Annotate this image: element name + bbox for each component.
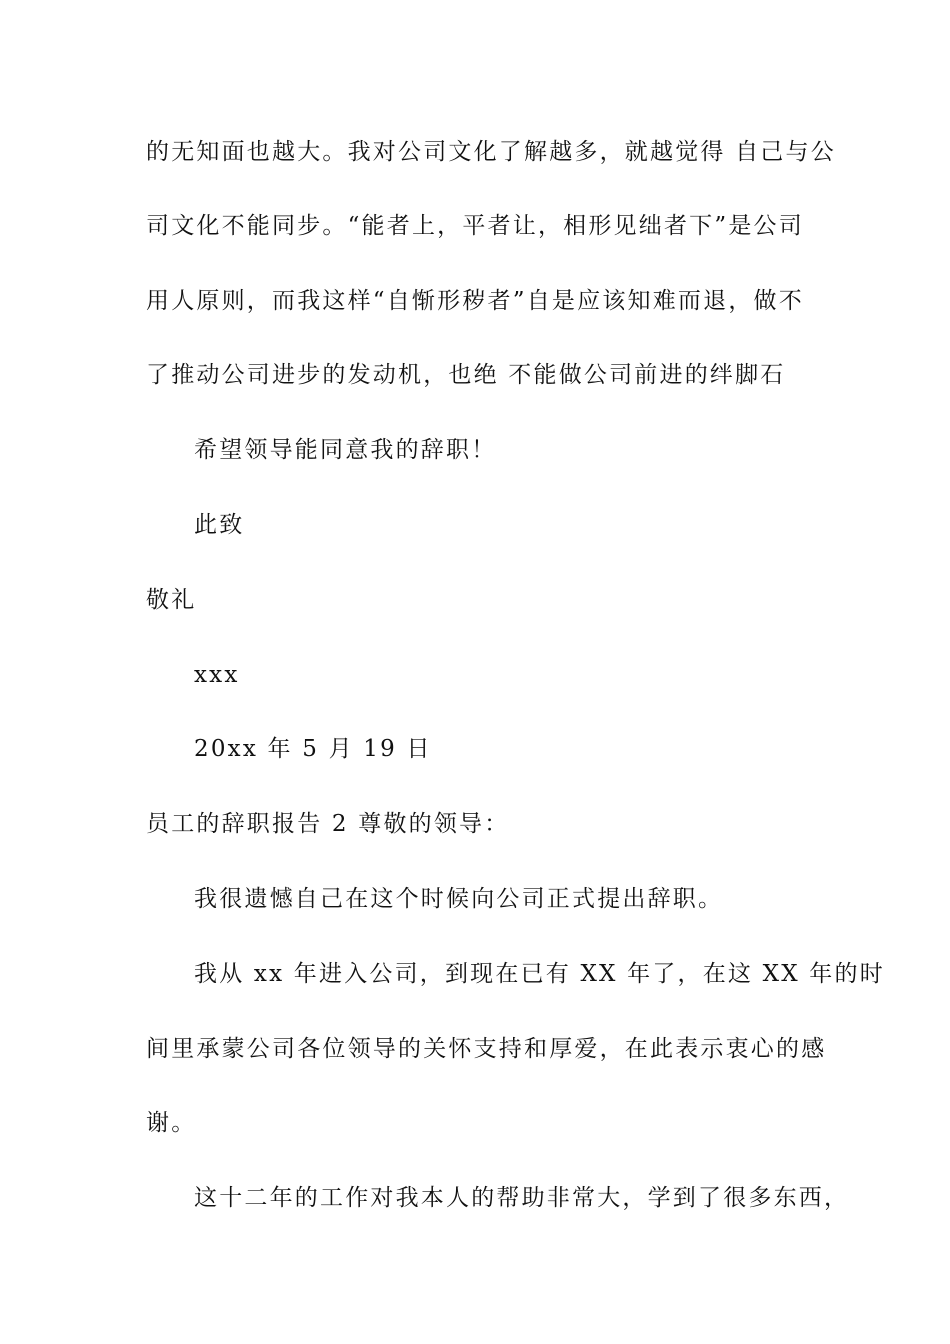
signature-name: xxx xyxy=(194,662,240,688)
salutation-cizhi: 此致 xyxy=(194,512,245,538)
paragraph-line: 我从 xx 年进入公司，到现在已有 XX 年了，在这 XX 年的时 xyxy=(194,961,885,987)
salutation-jingli: 敬礼 xyxy=(146,587,197,613)
paragraph-line: 的无知面也越大。我对公司文化了解越多，就越觉得 自己与公 xyxy=(146,139,836,165)
signature-date: 20xx 年 5 月 19 日 xyxy=(194,736,432,762)
paragraph-line: 间里承蒙公司各位领导的关怀支持和厚爱，在此表示衷心的感 xyxy=(146,1036,827,1062)
paragraph-line: 这十二年的工作对我本人的帮助非常大，学到了很多东西， xyxy=(194,1185,850,1211)
paragraph-line: 了推动公司进步的发动机，也绝 不能做公司前进的绊脚石 xyxy=(146,362,786,388)
paragraph-line: 用人原则，而我这样“自惭形秽者”自是应该知难而退，做不 xyxy=(146,288,804,314)
paragraph-line: 司文化不能同步。“能者上，平者让，相形见绌者下”是公司 xyxy=(146,213,804,239)
paragraph-line: 我很遗憾自己在这个时候向公司正式提出辞职。 xyxy=(194,886,724,912)
closing-request: 希望领导能同意我的辞职！ xyxy=(194,437,497,463)
section-heading: 员工的辞职报告 2 尊敬的领导： xyxy=(146,811,510,837)
paragraph-line: 谢。 xyxy=(146,1110,197,1136)
